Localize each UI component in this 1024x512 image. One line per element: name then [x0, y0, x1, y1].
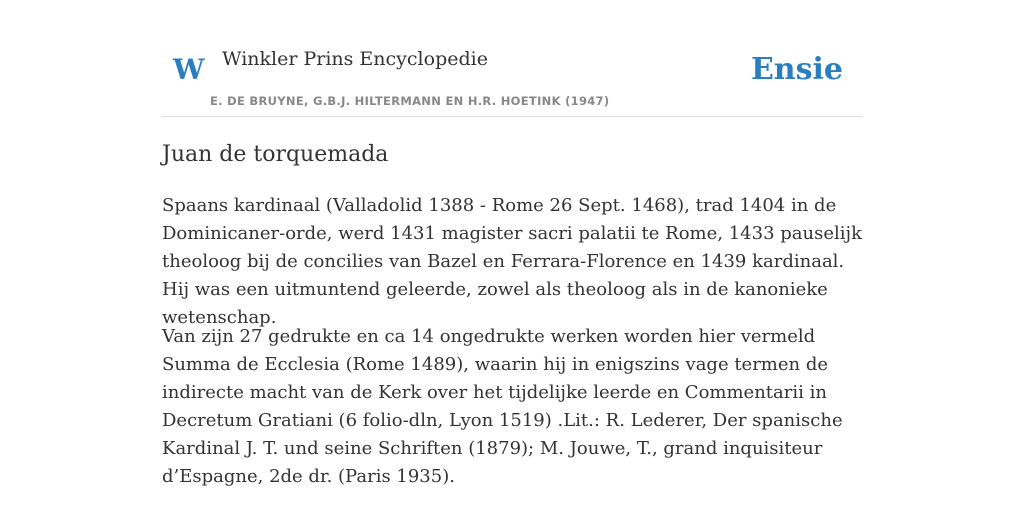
entry-paragraph: Spaans kardinaal (Valladolid 1388 - Rome 26 Sept. 1468), trad 1404 in de Dominicaner-orde, werd 1431 magister sacri palatii te Rome, 1433 pauselijk theoloog bij de concilies van Bazel en Ferrara-Florence en 1439 kardinaal. Hij was een uitmuntend geleerde, zowel als theoloog als in de kanonieke wetenschap.: [162, 195, 862, 328]
winkler-prins-logo[interactable]: W: [173, 53, 205, 86]
source-authors: E. DE BRUYNE, G.B.J. HILTERMANN EN H.R. HOETINK (1947): [210, 94, 610, 108]
ensie-logo[interactable]: Ensie: [750, 52, 843, 87]
entry-title: Juan de torquemada: [162, 142, 389, 167]
entry-paragraph: Van zijn 27 gedrukte en ca 14 ongedrukte werken worden hier vermeld Summa de Ecclesia (Rome 1489), waarin hij in enigszins vage termen de indirecte macht van de Kerk over het tijdelijke leerde en Commentarii in Decretum Gratiani (6 folio-dln, Lyon 1519) .Lit.: R. Lederer, Der spanische Kardinal J. T. und seine Schriften (1879); M. Jouwe, T., grand inquisiteur d’Espagne, 2de dr. (Paris 1935).: [162, 326, 843, 487]
source-title[interactable]: Winkler Prins Encyclopedie: [222, 48, 488, 70]
site-header: [162, 0, 862, 117]
